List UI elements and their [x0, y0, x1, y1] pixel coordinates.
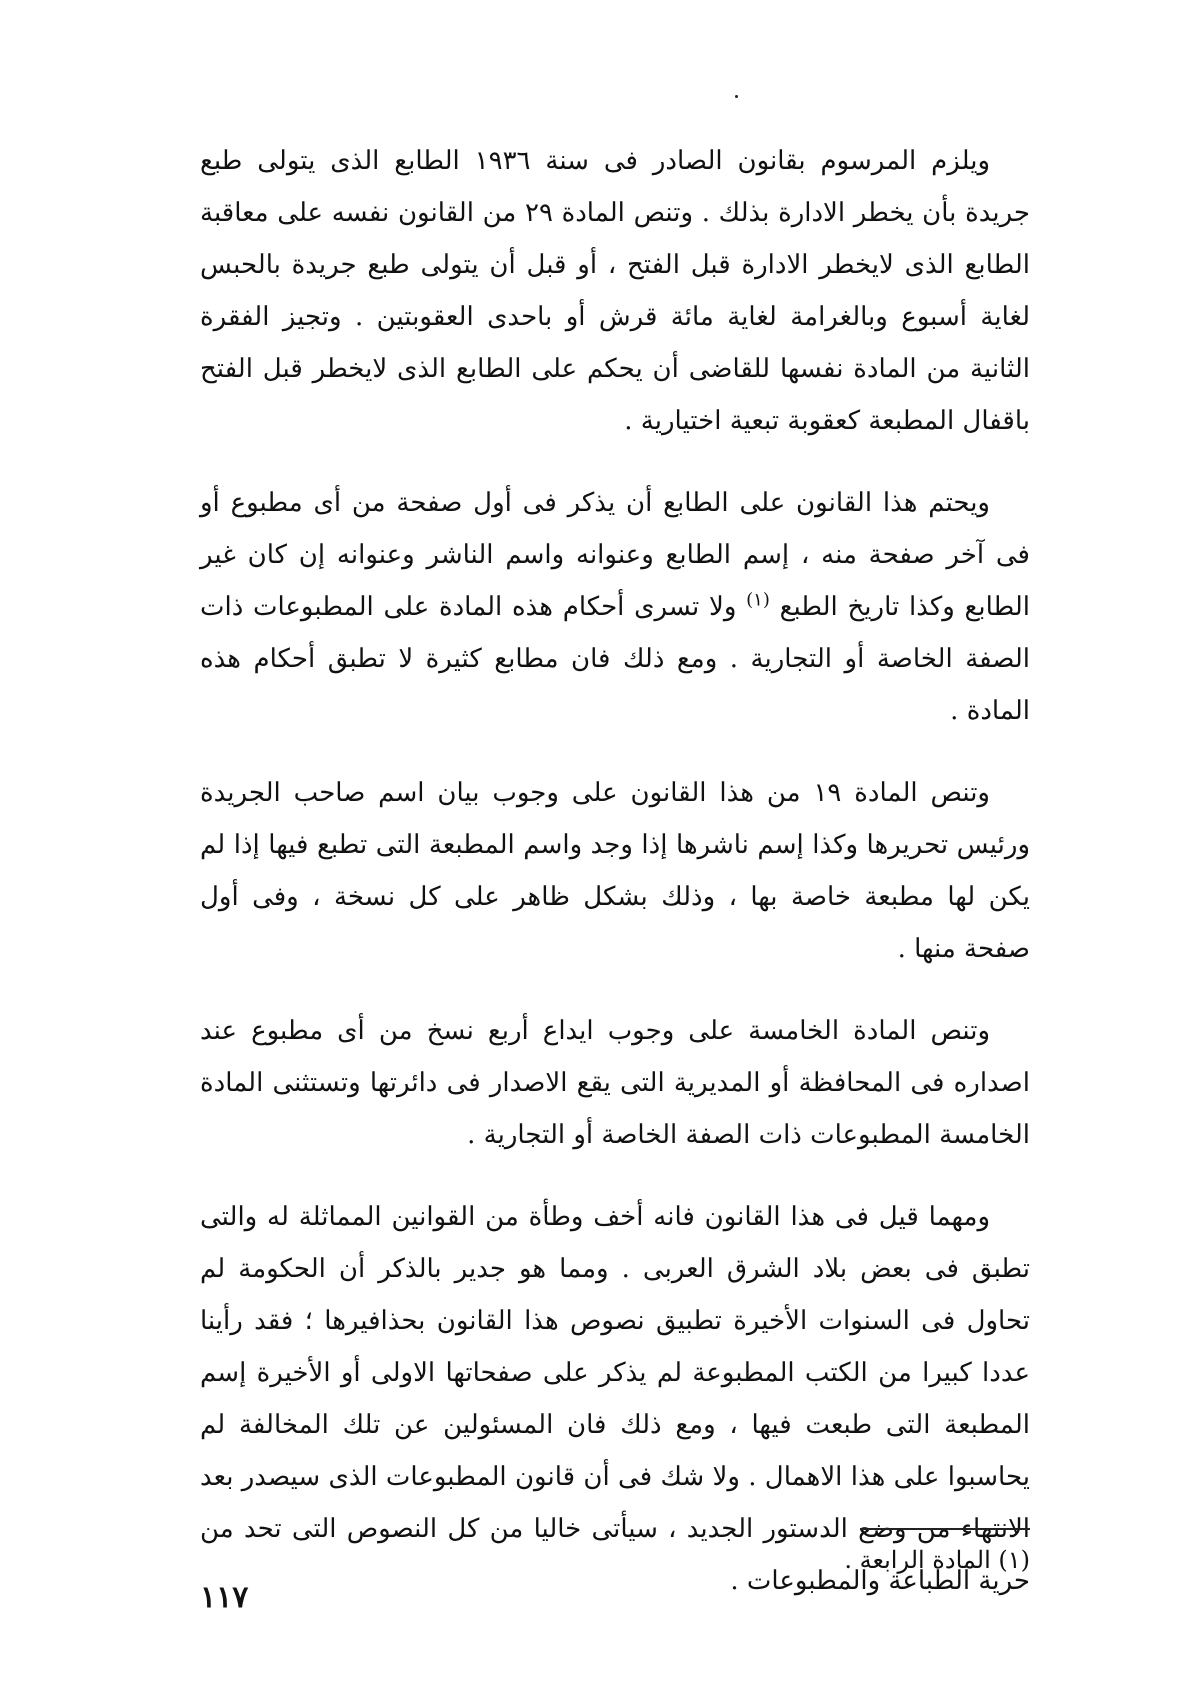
footnote: (١) المادة الرابعة . [844, 1546, 1030, 1574]
paragraph-2-part-b: ولا تسرى أحكام هذه المادة على المطبوعات ذات الصفة الخاصة أو التجارية . ومع ذلك فان مطابع كثيرة لا تطبق أحكام هذه المادة . [200, 592, 1030, 726]
paragraph-3: وتنص المادة ١٩ من هذا القانون على وجوب بيان اسم صاحب الجريدة ورئيس تحريرها وكذا إسم ناشرها إذا وجد واسم المطبعة التى تطبع فيها إذا لم يكن لها مطبعة خاصة بها ، وذلك بشكل ظاهر على كل نسخة ، وفى أول صفحة منها . [200, 778, 1030, 964]
paragraph-2 [200, 477, 1030, 737]
footnote-separator [860, 1528, 1030, 1530]
paragraph-2-part-a: ويحتم هذا القانون على الطابع أن يذكر فى أول صفحة من أى مطبوع أو فى آخر صفحة منه ، إسم الطابع وعنوانه واسم الناشر وعنوانه إن كان غير الطابع وكذا تاريخ الطبع [200, 488, 1031, 622]
page-number: ١١٧ [200, 1580, 249, 1615]
body-text [200, 135, 1030, 1607]
paragraph-1: ويلزم المرسوم بقانون الصادر فى سنة ١٩٣٦ الطابع الذى يتولى طبع جريدة بأن يخطر الادارة بذلك . وتنص المادة ٢٩ من القانون نفسه على معاقبة الطابع الذى لايخطر الادارة قبل الفتح ، أو قبل أن يتولى طبع جريدة بالحبس لغاية أسبوع وبالغرامة لغاية مائة قرش أو باحدى العقوبتين . وتجيز الفقرة الثانية من المادة نفسها للقاضى أن يحكم على الطابع الذى لايخطر قبل الفتح باقفال المطبعة كعقوبة تبعية اختيارية . [200, 146, 1030, 436]
paragraph-5: ومهما قيل فى هذا القانون فانه أخف وطأة من القوانين المماثلة له والتى تطبق فى بعض بلاد الشرق العربى . ومما هو جدير بالذكر أن الحكومة لم تحاول فى السنوات الأخيرة تطبيق نصوص هذا القانون بحذافيرها ؛ فقد رأينا عددا كبيرا من الكتب المطبوعة لم يذكر على صفحاتها الاولى أو الأخيرة إسم المطبعة التى طبعت فيها ، ومع ذلك فان المسئولين عن تلك المخالفة لم يحاسبوا على هذا الاهمال . ولا شك فى أن قانون المطبوعات الذى سيصدر بعد الانتهاء من وضع الدستور الجديد ، سيأتى خاليا من كل النصوص التى تحد من حرية الطباعة والمطبوعات . [200, 1202, 1030, 1596]
paragraph-4: وتنص المادة الخامسة على وجوب ايداع أربع نسخ من أى مطبوع عند اصداره فى المحافظة أو المديرية التى يقع الاصدار فى دائرتها وتستثنى المادة الخامسة المطبوعات ذات الصفة الخاصة أو التجارية . [200, 1016, 1030, 1150]
footnote-marker: (١) [746, 589, 770, 611]
page-mark-dot [735, 95, 738, 98]
